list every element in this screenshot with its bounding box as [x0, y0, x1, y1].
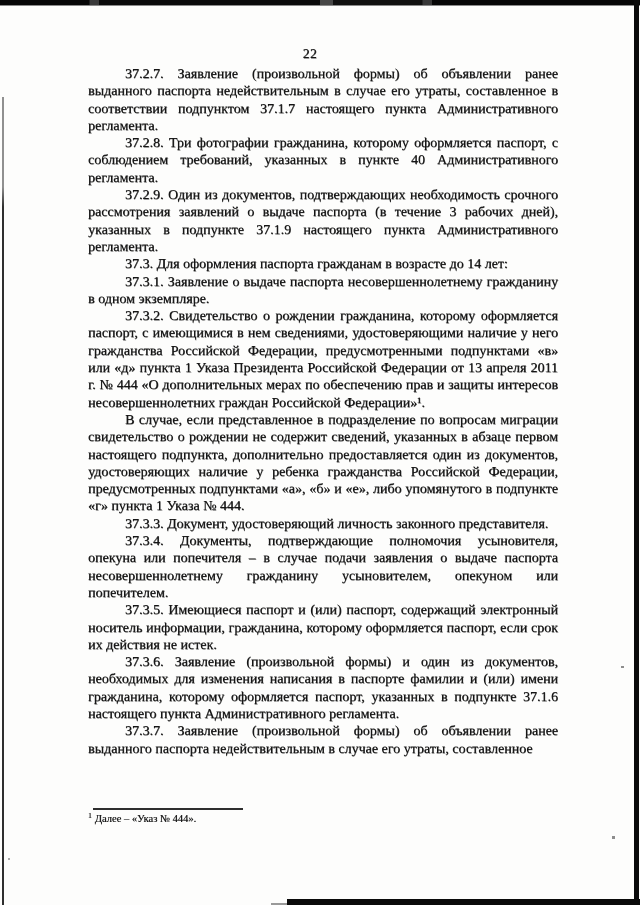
scan-edge-left [2, 97, 4, 905]
document-body [88, 66, 558, 758]
scan-speck [612, 836, 615, 839]
scan-speck [8, 858, 10, 860]
footnote-area [88, 808, 558, 826]
document-paragraph: 37.2.7. Заявление (произвольной формы) об объявлении ранее выданного паспорта недействительным в случае его утраты, составленное в соответствии подпунктом 37.1.7 настоящего пункта Административного регламента. [88, 67, 558, 134]
document-paragraph: 37.3. Для оформления паспорта гражданам в возрасте до 14 лет: [125, 257, 508, 273]
document-paragraph: 37.3.3. Документ, удостоверяющий личность законного представителя. [125, 516, 549, 532]
document-paragraph: 37.3.5. Имеющиеся паспорт и (или) паспорт, содержащий электронный носитель информации, гражданина, которому оформляется паспорт, если срок их действия не истек. [88, 603, 558, 653]
footnote-marker: 1 [88, 810, 92, 820]
document-paragraph: 37.2.9. Один из документов, подтверждающих необходимость срочного рассмотрения заявлений о выдаче паспорта (в течение 3 рабочих дней), указанных в подпункте 37.1.9 настоящего пункта Административного регламента. [88, 188, 558, 255]
footnote-text [88, 810, 558, 826]
document-paragraph: В случае, если представленное в подразделение по вопросам миграции свидетельство о рождении не содержит сведений, указанных в абзаце первом настоящего подпункта, дополнительно предоставляется один из документов, удостоверяющих наличие у ребенка гражданства Российской Федерации, предусмотренных подпунктами «а», «б» и «е», либо упомянутого в подпункте «г» пункта 1 Указа № 444. [88, 412, 558, 515]
document-paragraph: 37.2.8. Три фотографии гражданина, которому оформляется паспорт, с соблюдением требований, указанных в пункте 40 Административного регламента. [88, 136, 558, 186]
document-paragraph: 37.3.2. Свидетельство о рождении гражданина, которому оформляется паспорт, с имеющимися в нем сведениями, удостоверяющими наличие у него гражданства Российской Федерации, предусмотренными подпунктами «в» или «д» пункта 1 Указа Президента Российской Федерации от 13 апреля 2011 г. № 444 «О дополнительных мерах по обеспечению прав и защиты интересов несовершеннолетних граждан Российской Федерации»¹. [88, 309, 558, 411]
page-number: 22 [302, 46, 318, 61]
footnote-separator [93, 808, 243, 810]
footnote-content: Далее – «Указ № 444». [94, 814, 197, 825]
document-paragraph: 37.3.4. Документы, подтверждающие полномочия усыновителя, опекуна или попечителя – в случае подачи заявления о выдаче паспорта несовершеннолетнему гражданину усыновителем, опекуном или попечителем. [88, 534, 558, 601]
scan-speck [621, 666, 624, 668]
scan-edge-bottom [287, 899, 640, 905]
document-paragraph: 37.3.6. Заявление (произвольной формы) и один из документов, необходимых для изменения написания в паспорте фамилии и (или) имени гражданина, которому оформляется паспорт, указанных в подпункте 37.1.6 настоящего пункта Административного регламента. [88, 655, 558, 722]
document-paragraph: 37.3.7. Заявление (произвольной формы) об объявлении ранее выданного паспорта недействительным в случае его утраты, составленное [88, 724, 558, 757]
document-paragraph: 37.3.1. Заявление о выдаче паспорта несовершеннолетнему гражданину в одном экземпляре. [88, 274, 558, 307]
scan-edge-top [0, 0, 640, 6]
scan-edge-right [634, 0, 639, 905]
